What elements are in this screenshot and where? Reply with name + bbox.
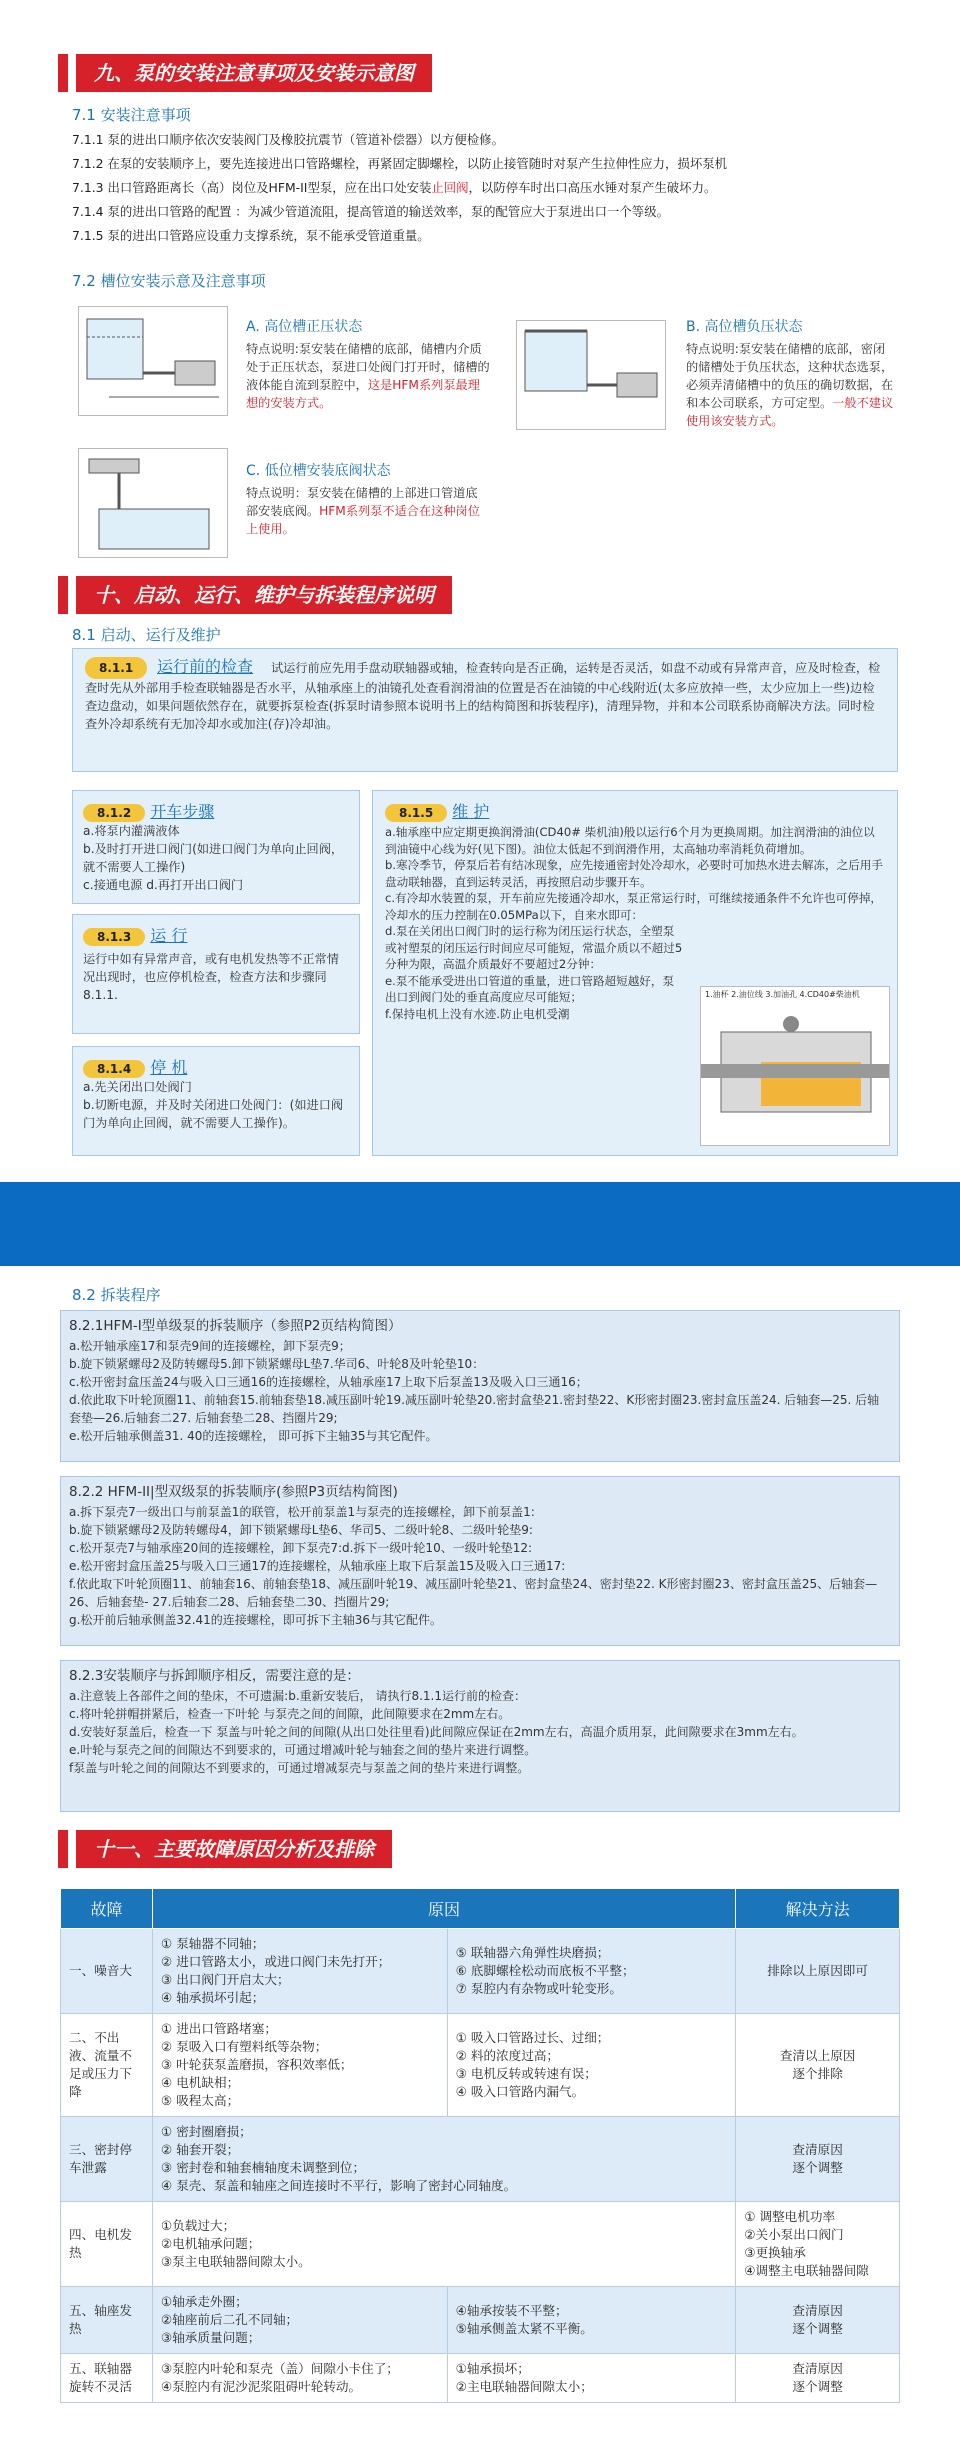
g1-b: b.旋下锁紧螺母2及防转螺母5.卸下锁紧螺母L垫7.华司6、叶轮8及叶轮垫10： [69, 1357, 485, 1371]
cause-item: ③ 密封卷和轴套楠轴度未调整到位； [160, 2160, 366, 2175]
section-11-header [58, 1830, 392, 1868]
panel-b-text [686, 316, 896, 430]
fault-table-header [61, 1889, 900, 1929]
install-note-3 [72, 178, 716, 196]
maint-a: a.轴承座中应定期更换润滑油(CD40# 柴机油)般以运行6个月为更换周期。加注润滑油的油位以到油镜中心线为好(见下图)。油位太低起不到润滑作用，太高轴功率消耗负荷增加。 [385, 825, 875, 856]
cause-item: ③泵主电联轴器间隙太小。 [160, 2254, 311, 2269]
cause-item: ①轴承走外圈； [160, 2294, 248, 2309]
tag-8-1-5: 8.1.5 [385, 804, 447, 822]
cause-item: ⑤ 吸程太高； [160, 2093, 240, 2108]
panel-c-note: HFM系列泵不适合在这种岗位上使用。 [246, 504, 480, 536]
box-8-1-2 [72, 790, 360, 904]
g1-d: d.依此取下叶轮顶圈11、前轴套15.前轴套垫18.减压副叶轮19.减压副叶轮垫20.密封盒垫21.密封垫22、K形密封圈23.密封盒压盖24. 后轴套—25. 后轴套垫—26.后轴套二27. 后轴套垫二28、挡圈片29; [69, 1393, 880, 1425]
cause-item: ② 进口管路太小，或进口阀门未先打开； [160, 1954, 391, 1969]
panel-b-title: B. 高位槽负压状态 [686, 319, 803, 335]
fix-cell: ① 调整电机功率 ②关小泵出口阀门 ③更换轴承 ④调整主电联轴器间隙 [736, 2202, 900, 2287]
check-valve-highlight: 止回阀 [431, 180, 469, 195]
box-8-1-1 [72, 648, 898, 772]
cause-item: ② 料的浓度过高； [455, 2048, 560, 2063]
tag-8-1-1: 8.1.1 [85, 657, 147, 679]
g3-a: a.注意装上各部件之间的垫床，不可遗漏:b.重新安装后， 请执行8.1.1运行前的检查： [69, 1689, 526, 1703]
fix-cell: 查清原因 逐个调整 [736, 2354, 900, 2403]
g3-e: e.叶轮与泵壳之间的间隙达不到要求的，可通过增减叶轮与轴套之间的垫片来进行调整。 [69, 1743, 537, 1757]
box-8-2-2 [60, 1476, 900, 1646]
fault-name: 四、电机发热 [61, 2202, 153, 2287]
section-9-title: 九、泵的安装注意事项及安装示意图 [76, 54, 432, 92]
install-note-3-tail: ，以防停车时出口高压水锤对泵产生破坏力。 [468, 180, 717, 195]
cause-item: ④ 轴承损坏引起； [160, 1990, 265, 2005]
cause-item: ① 吸入口管路过长、过细； [455, 2030, 610, 2045]
table-row [61, 1929, 900, 2014]
panel-a-note: 这是HFM系列泵最理想的安装方式。 [246, 378, 480, 410]
g1-c: c.松开密封盒压盖24与吸入口三通16的连接螺栓，从轴承座17上取下后泵盖13及吸入口三通16； [69, 1375, 588, 1389]
fault-name: 二、不出液、流量不足或压力下降 [61, 2014, 153, 2117]
stop-b: b.切断电源，并及时关闭进口处阀门：(如进口阀门为单向止回阀，就不需要人工操作)。 [83, 1098, 344, 1130]
title-8-2-3: 8.2.3安装顺序与拆卸顺序相反，需要注意的是： [69, 1668, 360, 1684]
tank-pump-diagram-a [79, 307, 229, 417]
section-10-header [58, 576, 452, 614]
cause-item: ④ 泵壳、泵盖和轴座之间连接时不平行，影响了密封心同轴度。 [160, 2178, 517, 2193]
g2-c: c.松开泵壳7与轴承座20间的连接螺栓，卸下泵壳7:d.拆下一级叶轮10、一级叶轮垫12: [69, 1541, 533, 1555]
oil-figure-labels: 1.油杯 2.油位线 3.加油孔 4.CD40#柴油机 [705, 990, 860, 999]
cause-cell [152, 2202, 735, 2287]
fault-table [60, 1888, 900, 2403]
cause-cell [152, 2354, 447, 2403]
install-note-3-head: 7.1.3 出口管路距离长（高）岗位及HFM-II型泵，应在出口处安装 [72, 180, 432, 195]
header-accent-bar [58, 54, 68, 92]
panel-c-description: 特点说明：泵安装在储槽的上部进口管道底部安装底阀。 [246, 486, 478, 518]
g2-b: b.旋下锁紧螺母2及防转螺母4，卸下锁紧螺母L垫6、华司5、二级叶轮8、二级叶轮垫9: [69, 1523, 533, 1537]
cause-item: ②主电联轴器间隙太小； [455, 2379, 593, 2394]
oil-level-figure [700, 986, 890, 1146]
cause-item: ④ 电机缺相； [160, 2075, 240, 2090]
title-8-1-2: 开车步骤 [150, 802, 215, 821]
cause-cell [447, 2014, 736, 2117]
subsection-7-2-title: 7.2 槽位安装示意及注意事项 [72, 272, 266, 290]
subsection-8-1-title: 8.1 启动、运行及维护 [72, 626, 221, 644]
table-row [61, 2354, 900, 2403]
cause-item: ④泵腔内有泥沙泥浆阻碍叶轮转动。 [160, 2379, 362, 2394]
cause-item: ⑥ 底脚螺栓松动而底板不平整； [455, 1963, 635, 1978]
fault-name: 一、噪音大 [61, 1929, 153, 2014]
install-note-1: 7.1.1 泵的进出口顺序依次安装阀门及橡胶抗震节（管道补偿器）以方便检修。 [72, 132, 504, 147]
install-note-5: 7.1.5 泵的进出口管路应设重力支撑系统，泵不能承受管道重量。 [72, 228, 430, 243]
cause-cell [447, 2287, 736, 2354]
g3-f: f泵盖与叶轮之间的间隙达不到要求的，可通过增减泵壳与泵盖之间的垫片来进行调整。 [69, 1761, 530, 1775]
cause-item: ②电机轴承问题； [160, 2236, 261, 2251]
cause-item: ⑤ 联轴器六角弹性块磨损； [455, 1945, 610, 1960]
panel-a-title: A. 高位槽正压状态 [246, 319, 363, 335]
col-cause: 原因 [152, 1889, 735, 1929]
g2-f: f.依此取下叶轮顶圈11、前轴套16、前轴套垫18、减压副叶轮19、减压副叶轮垫21、密封盒垫24、密封垫22. K形密封圈23、密封盒压盖25、后轴套—26、后轴套垫- 27.后轴套二28、后轴套垫二30、挡圈片29; [69, 1577, 878, 1609]
fix-cell: 排除以上原因即可 [736, 1929, 900, 2014]
cause-item: ①负载过大； [160, 2218, 236, 2233]
install-note-2: 7.1.2 在泵的安装顺序上，要先连接进出口管路螺栓，再紧固定脚螺栓，以防止接管随时对泵产生拉伸性应力，损坏泵机 [72, 156, 727, 171]
title-8-1-3: 运 行 [150, 926, 188, 945]
fix-cell: 查清原因 逐个调整 [736, 2117, 900, 2202]
title-8-1-5: 维 护 [452, 802, 490, 821]
cause-item: ③泵腔内叶轮和泵壳（盖）间隙小卡住了； [160, 2361, 399, 2376]
fault-table-body [61, 1929, 900, 2403]
fault-name: 五、轴座发热 [61, 2287, 153, 2354]
panel-a-text [246, 316, 490, 412]
diagram-high-negative [516, 320, 666, 430]
cause-item: ④ 吸入口管路内漏气。 [455, 2084, 585, 2099]
cause-item: ② 泵吸入口有塑料纸等杂物； [160, 2039, 328, 2054]
stop-a: a.先关闭出口处阀门 [83, 1080, 192, 1094]
tag-8-1-2: 8.1.2 [83, 804, 145, 822]
text-8-1-3: 运行中如有异常声音，或有电机发热等不正常情况出现时，也应停机检查，检查方法和步骤同8.1.1. [83, 952, 339, 1002]
cause-item: ③轴承质量问题； [160, 2330, 261, 2345]
table-row [61, 2014, 900, 2117]
panel-b-description: 特点说明:泵安装在储槽的底部，密闭的储槽处于负压状态，这种状态选泵，必须弄清储槽中的负压的确切数据，在和本公司联系，方可定型。 [686, 342, 894, 410]
cause-item: ④轴承按装不平整； [455, 2303, 568, 2318]
cause-cell [152, 1929, 447, 2014]
panel-c-text [246, 460, 486, 538]
box-8-2-3 [60, 1660, 900, 1812]
panel-a-description: 特点说明:泵安装在储槽的底部，储槽内介质处于正压状态，泵进口处阀门打开时，储槽的液体能自流到泵腔中， [246, 342, 490, 392]
cause-item: ②轴座前后二孔不同轴； [160, 2312, 299, 2327]
cause-item: ③ 出口阀门开启太大； [160, 1972, 290, 1987]
table-row [61, 2287, 900, 2354]
section-10-title: 十、启动、运行、维护与拆装程序说明 [76, 576, 452, 614]
box-8-1-3 [72, 914, 360, 1034]
maint-e: e.泵不能承受进出口管道的重量，进口管路超短越好，泵出口到阀门处的垂直高度应尽可能短； [385, 973, 675, 1004]
cause-item: ①轴承损坏； [455, 2361, 530, 2376]
tag-8-1-3: 8.1.3 [83, 928, 145, 946]
step-b: b.及时打开进口阀门(如进口阀门为单向止回阀，就不需要人工操作) [83, 842, 344, 874]
maint-d: d.泵在关闭出口阀门时的运行称为闭压运行状态，全塑泵或衬塑泵的闭压运行时间应尽可能短，常温介质以不超过5分种为限，高温介质最好不要超过2分钟： [385, 924, 683, 971]
section-9-header [58, 54, 432, 92]
maint-b: b.寒冷季节，停泵后若有结冰现象，应先接通密封处冷却水，必要时可加热水进去解冻，之后用手盘动联轴器，直到运转灵活，再按照启动步骤开车。 [385, 858, 883, 889]
page-divider-band [0, 1182, 960, 1266]
box-8-2-1 [60, 1310, 900, 1462]
cause-item: ⑦ 泵腔内有杂物或叶轮变形。 [455, 1981, 622, 1996]
cause-cell [447, 2354, 736, 2403]
col-fault: 故障 [61, 1889, 153, 1929]
g1-a: a.松开轴承座17和泵壳9间的连接螺栓，卸下泵壳9； [69, 1339, 351, 1353]
fault-name: 三、密封停车泄露 [61, 2117, 153, 2202]
fix-cell: 查清以上原因 逐个排除 [736, 2014, 900, 2117]
cause-cell [152, 2117, 735, 2202]
step-a: a.将泵内灌满液体 [83, 824, 180, 838]
text-8-1-1: 试运行前应先用手盘动联轴器或轴，检查转向是否正确，运转是否灵活，如盘不动或有异常声音，应及时检查，检查时先从外部用手检查联轴器是否水平，从轴承座上的油镜孔处查看润滑油的位置是否在油镜的中心线附近(太多应放掉一些，太少应加上一些)边检查边盘动，如果问题依然存在，就要拆泵检查(拆泵时请参照本说明书上的结构简图和拆装程序)，清理异物，并和本公司联系协商解决方法。同时检查外冷却系统有无加冷却水或加注(存)冷却油。 [85, 661, 881, 731]
fault-name: 五、联轴器旋转不灵活 [61, 2354, 153, 2403]
g3-c: c.将叶轮拼帽拼紧后，检查一下叶轮 与泵壳之间的间隙，此间隙要求在2mm左右。 [69, 1707, 511, 1721]
cause-cell [447, 1929, 736, 2014]
panel-b-note: 一般不建议使用该安装方式。 [686, 396, 894, 428]
fix-cell: 查清原因 逐个调整 [736, 2287, 900, 2354]
bearing-housing-diagram [701, 1002, 889, 1142]
title-8-2-1: 8.2.1HFM-I型单级泵的拆装顺序（参照P2页结构简图） [69, 1318, 402, 1334]
title-8-2-2: 8.2.2 HFM-II|型双级泵的拆装顺序(参照P3页结构简图) [69, 1484, 398, 1500]
header-accent-bar [58, 576, 68, 614]
diagram-high-positive [78, 306, 228, 416]
cause-item: ① 泵轴器不同轴； [160, 1936, 265, 1951]
box-8-1-4 [72, 1046, 360, 1156]
panel-c-title: C. 低位槽安装底阀状态 [246, 463, 391, 479]
header-accent-bar [58, 1830, 68, 1868]
cause-item: ③ 电机反转或转速有误； [455, 2066, 597, 2081]
col-fix: 解决方法 [736, 1889, 900, 1929]
table-row [61, 2202, 900, 2287]
cause-item: ① 密封圈磨损； [160, 2124, 252, 2139]
tag-8-1-4: 8.1.4 [83, 1060, 145, 1078]
g2-a: a.拆下泵壳7一级出口与前泵盖1的联管，松开前泵盖1与泵壳的连接螺栓，卸下前泵盖1: [69, 1505, 535, 1519]
cause-item: ② 轴套开裂； [160, 2142, 240, 2157]
g1-e: e.松开后轴承侧盖31. 40的连接螺栓， 即可拆下主轴35与其它配件。 [69, 1429, 438, 1443]
g2-e: e.松开密封盒压盖25与吸入口三通17的连接螺栓，从轴承座上取下后泵盖15及吸入口三通17: [69, 1559, 566, 1573]
subsection-7-1-title: 7.1 安装注意事项 [72, 106, 191, 124]
cause-cell [152, 2014, 447, 2117]
maint-c: c.有冷却水装置的泵，开车前应先接通冷却水，泵正常运行时，可继续接通条件不允许也可停掉，冷却水的压力控制在0.05MPa以下，自来水即可： [385, 891, 883, 922]
cause-item: ① 进出口管路堵塞； [160, 2021, 277, 2036]
title-8-1-4: 停 机 [150, 1058, 188, 1077]
tank-pump-diagram-b [517, 321, 667, 431]
tank-pump-diagram-c [79, 449, 229, 559]
title-8-1-1: 运行前的检查 [157, 657, 254, 676]
step-c-d: c.接通电源 d.再打开出口阀门 [83, 878, 244, 892]
cause-cell [152, 2287, 447, 2354]
diagram-low-foot-valve [78, 448, 228, 558]
table-row [61, 2117, 900, 2202]
subsection-8-2-title: 8.2 拆装程序 [72, 1286, 161, 1304]
cause-item: ⑤轴承侧盖太紧不平衡。 [455, 2321, 593, 2336]
install-note-4: 7.1.4 泵的进出口管路的配置 ：为减少管道流阻，提高管道的输送效率，泵的配管应大于泵进出口一个等级。 [72, 204, 669, 219]
g2-g: g.松开前后轴承侧盖32.41的连接螺栓，即可拆下主轴36与其它配件。 [69, 1613, 443, 1627]
cause-item: ③ 叶轮获泵盖磨损，容积效率低； [160, 2057, 353, 2072]
maint-f: f.保持电机上没有水迹.防止电机受潮 [385, 1006, 570, 1021]
section-11-title: 十一、主要故障原因分析及排除 [76, 1830, 392, 1868]
g3-d: d.安装好泵盖后，检查一下 泵盖与叶轮之间的间隙(从出口处往里看)此间隙应保证在2mm左右，高温介质用泵，此间隙要求在3mm左右。 [69, 1725, 804, 1739]
